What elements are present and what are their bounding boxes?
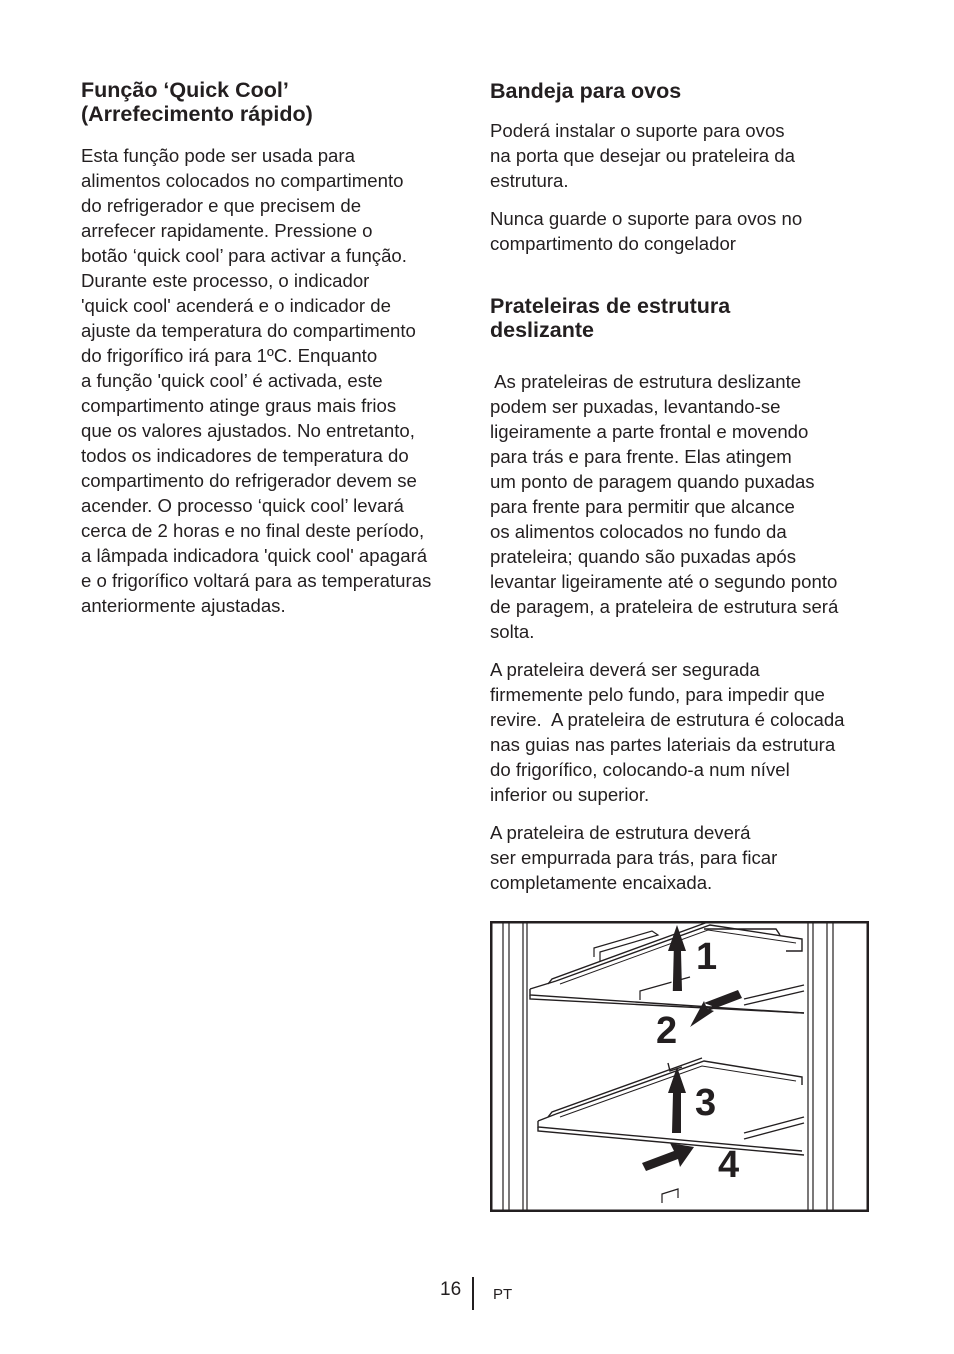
- text-line: firmemente pelo fundo, para impedir que: [490, 684, 825, 705]
- text-line: revire. A prateleira de estrutura é colocada: [490, 709, 845, 730]
- page-number: 16: [440, 1279, 462, 1300]
- text-line: inferior ou superior.: [490, 784, 650, 805]
- sliding-shelves-heading: [490, 294, 730, 342]
- egg-tray-paragraph-1: [490, 118, 795, 193]
- heading-line: Bandeja para ovos: [490, 79, 682, 103]
- sliding-shelves-paragraph-3: [490, 820, 777, 895]
- text-line: podem ser puxadas, levantando-se: [490, 396, 781, 417]
- text-line: Esta função pode ser usada para: [81, 145, 355, 166]
- text-line: levantar ligeiramente até o segundo ponto: [490, 571, 838, 592]
- text-line: do frigorífico irá para 1ºC. Enquanto: [81, 345, 378, 366]
- text-line: de paragem, a prateleira de estrutura será: [490, 596, 839, 617]
- quick-cool-heading: [81, 78, 313, 126]
- text-line: Nunca guarde o suporte para ovos no: [490, 208, 803, 229]
- text-line: solta.: [490, 621, 535, 642]
- text-line: As prateleiras de estrutura deslizante: [490, 371, 802, 392]
- heading-line: Prateleiras de estrutura: [490, 294, 731, 318]
- text-line: compartimento do congelador: [490, 233, 736, 254]
- text-line: que os valores ajustados. No entretanto,: [81, 420, 415, 441]
- text-line: A prateleira deverá ser segurada: [490, 659, 760, 680]
- text-line: ser empurrada para trás, para ficar: [490, 847, 778, 868]
- text-line: compartimento atinge graus mais frios: [81, 395, 397, 416]
- step-label-3: 3: [695, 1082, 717, 1124]
- text-line: e o frigorífico voltará para as temperaturas: [81, 570, 432, 591]
- text-line: ligeiramente a parte frontal e movendo: [490, 421, 809, 442]
- text-line: na porta que desejar ou prateleira da: [490, 145, 795, 166]
- footer-divider: [472, 1277, 474, 1310]
- text-line: compartimento do refrigerador devem se: [81, 470, 417, 491]
- text-line: arrefecer rapidamente. Pressione o: [81, 220, 373, 241]
- language-code: PT: [493, 1286, 513, 1303]
- text-line: completamente encaixada.: [490, 872, 713, 893]
- text-line: A prateleira de estrutura deverá: [490, 822, 751, 843]
- heading-line: (Arrefecimento rápido): [81, 102, 313, 126]
- text-line: todos os indicadores de temperatura do: [81, 445, 409, 466]
- egg-tray-heading: [490, 79, 681, 103]
- heading-line: Função ‘Quick Cool’: [81, 78, 289, 102]
- egg-tray-paragraph-2: [490, 206, 802, 256]
- text-line: para trás e para frente. Elas atingem: [490, 446, 792, 467]
- sliding-shelves-paragraph-2: [490, 657, 845, 807]
- quick-cool-paragraph: [81, 143, 431, 618]
- page-footer: [0, 1275, 954, 1315]
- step-label-2: 2: [656, 1010, 678, 1052]
- text-line: ajuste da temperatura do compartimento: [81, 320, 416, 341]
- text-line: a lâmpada indicadora 'quick cool' apagará: [81, 545, 428, 566]
- text-line: acender. O processo ‘quick cool’ levará: [81, 495, 404, 516]
- shelf-diagram: [490, 921, 869, 1212]
- text-line: botão ‘quick cool’ para activar a função.: [81, 245, 407, 266]
- shelf-removal-illustration: [490, 921, 869, 1212]
- text-line: os alimentos colocados no fundo da: [490, 521, 787, 542]
- sliding-shelves-paragraph-1: [490, 369, 838, 644]
- text-line: do frigorífico, colocando-a num nível: [490, 759, 790, 780]
- text-line: prateleira; quando são puxadas após: [490, 546, 796, 567]
- text-line: um ponto de paragem quando puxadas: [490, 471, 815, 492]
- text-line: para frente para permitir que alcance: [490, 496, 795, 517]
- text-line: Durante este processo, o indicador: [81, 270, 370, 291]
- text-line: estrutura.: [490, 170, 569, 191]
- text-line: a função 'quick cool’ é activada, este: [81, 370, 383, 391]
- text-line: do refrigerador e que precisem de: [81, 195, 362, 216]
- text-line: nas guias nas partes lateriais da estrutura: [490, 734, 836, 755]
- text-line: 'quick cool' acenderá e o indicador de: [81, 295, 391, 316]
- text-line: alimentos colocados no compartimento: [81, 170, 404, 191]
- step-label-4: 4: [718, 1144, 740, 1186]
- step-label-1: 1: [696, 936, 718, 978]
- text-line: anteriormente ajustadas.: [81, 595, 286, 616]
- text-line: Poderá instalar o suporte para ovos: [490, 120, 785, 141]
- heading-line: deslizante: [490, 318, 594, 342]
- text-line: cerca de 2 horas e no final deste período,: [81, 520, 425, 541]
